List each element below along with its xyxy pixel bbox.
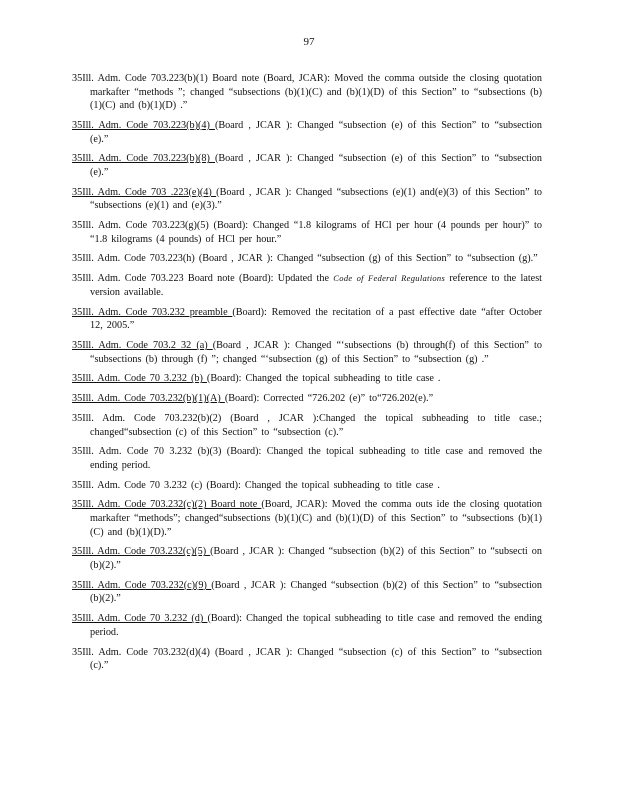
- entry-text: (Board, JCAR): Moved the comma outs ide the closing quotation markafter “methods”; changed“subsections (b)(1)(C) and (b)(1)(D) of this Section” to “subsections (b)(1)(C) and (b)(1)(D).”: [90, 499, 542, 538]
- entry-italic-title: Code of Federal Regulations: [333, 273, 446, 284]
- entry-citation: 35Ill. Adm. Code 703.223: [72, 273, 184, 285]
- entry-citation: 35Ill. Adm. Code 70 3.232 (d): [72, 613, 208, 625]
- entry: [72, 479, 542, 493]
- entry-citation: 35Ill. Adm. Code 703.223(b)(4): [72, 119, 215, 131]
- entry: [72, 445, 542, 472]
- entry: [72, 219, 542, 246]
- page-number: 97: [303, 36, 315, 48]
- entry-citation: 35Ill. Adm. Code 703.232(d)(4): [72, 646, 210, 658]
- entry-citation: 35Ill. Adm. Code 703.223(h): [72, 253, 195, 265]
- entry-citation: 35Ill. Adm. Code 703.232(b)(1)(A): [72, 393, 225, 405]
- entry-text: (Board): Changed “1.8 kilograms of HCl per hour (4 pounds per hour)” to “1.8 kilograms (4 pounds) of HCl per hour.”: [90, 220, 542, 245]
- entry-text: Board note (Board, JCAR): Moved the comma outside the closing quotation markafter “methods ”; changed “subsections (b)(1)(C) and (b)(1)(D) of this Section” to “subsections (b)(1)(C) and (b)(1)(D) .”: [90, 73, 542, 112]
- entry-citation: 35Ill. Adm. Code 703.223(b)(8): [72, 153, 215, 165]
- entry-citation: 35Ill. Adm. Code 703.223(b)(1): [72, 73, 208, 84]
- entry-citation: 35Ill. Adm. Code 703.232(c)(5): [72, 546, 211, 558]
- entry-text: (Board , JCAR ): Changed “subsections (e)(1) and(e)(3) of this Section” to “subsections (e)(1) and (e)(3).”: [90, 186, 543, 212]
- entry-text: (Board): Changed the topical subheading to title case and removed the ending period.: [90, 613, 542, 638]
- entry: [72, 252, 542, 266]
- entry-text: (Board , JCAR ): Changed “subsection (b)(2) of this Section” to “subsection (b)(2).”: [90, 579, 542, 605]
- entry: [72, 612, 542, 639]
- entry-text: (Board): Corrected “726.202 (e)” to“726.202(e).”: [224, 393, 434, 405]
- entry-text: (Board , JCAR ): Changed “subsection (e) of this Section” to “subsection (e).”: [90, 119, 542, 145]
- entry: [72, 186, 542, 213]
- entry-citation: 35Ill. Adm. Code 703.223(g)(5): [72, 220, 209, 232]
- entry: [72, 646, 542, 673]
- entry: [72, 119, 542, 146]
- entry-citation: 35Ill. Adm. Code 70 3.232 (c): [72, 479, 203, 491]
- entry-text: (Board , JCAR ): Changed “‘subsections (b) through(f) of this Section” to “subsections (b) through (f) ”; changed “‘subsection (g) of this Section” to “subsection (g) .”: [90, 340, 542, 365]
- entry-text: (Board): Changed the topical subheading to title case and removed the ending period.: [90, 446, 542, 471]
- entry: [72, 498, 542, 539]
- entries-list: [72, 72, 542, 679]
- entry-text: (Board , JCAR ): Changed “subsection (g) of this Section” to “subsection (g).”: [194, 253, 538, 265]
- entry: [72, 339, 542, 366]
- entry-text: (Board): Changed the topical subheading to title case .: [206, 373, 441, 385]
- entry-text: (Board , JCAR ):Changed the topical subheading to title case.; changed“subsection (c) of this Section” to “subsection (c).”: [90, 412, 542, 438]
- entry-text: (Board , JCAR ): Changed “subsection (e) of this Section” to “subsection (e).”: [90, 153, 542, 178]
- entry: [72, 412, 542, 439]
- entry-citation: 35Ill. Adm. Code 70 3.232 (b): [72, 373, 207, 385]
- entry: [72, 152, 542, 179]
- entry-citation: 35Ill. Adm. Code 703.2 32 (a): [72, 340, 213, 351]
- entry-text: (Board , JCAR ): Changed “subsection (c) of this Section” to “subsection (c).”: [90, 646, 542, 672]
- entry: [72, 306, 542, 333]
- entry-text-after: reference to the latest version available.: [90, 273, 542, 298]
- entry: [72, 545, 542, 572]
- entry: [72, 392, 542, 406]
- entry: [72, 272, 542, 299]
- entry-citation: 35Ill. Adm. Code 703.232(b)(2): [72, 412, 222, 424]
- entry: [72, 372, 542, 386]
- entry: [72, 579, 542, 606]
- entry-citation: 35Ill. Adm. Code 703 .223(e)(4): [72, 186, 217, 198]
- entry: [72, 72, 542, 113]
- entry-citation: 35Ill. Adm. Code 703.232(c)(2) Board note: [72, 499, 262, 511]
- entry-text: Board note (Board): Updated the: [183, 273, 334, 285]
- entry-citation: 35Ill. Adm. Code 70 3.232 (b)(3): [72, 446, 222, 458]
- entry-citation: 35Ill. Adm. Code 703.232 preamble: [72, 306, 233, 318]
- entry-text: (Board): Changed the topical subheading to title case .: [202, 479, 440, 491]
- entry-text: (Board): Removed the recitation of a past effective date “after October 12, 2005.”: [90, 306, 542, 332]
- entry-citation: 35Ill. Adm. Code 703.232(c)(9): [72, 579, 212, 591]
- entry-text: (Board , JCAR ): Changed “subsection (b)(2) of this Section” to “subsecti on (b)(2).”: [90, 546, 542, 572]
